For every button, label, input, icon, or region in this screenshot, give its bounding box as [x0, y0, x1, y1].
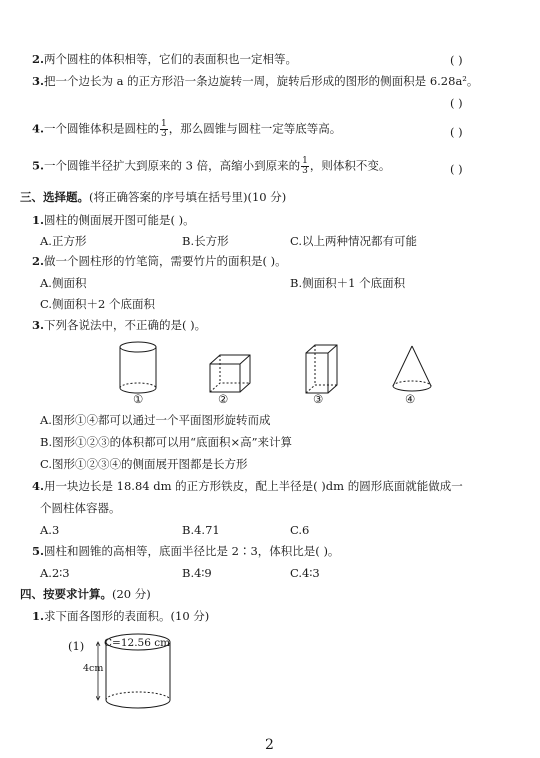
choice-q3-option-b[interactable]: B.图形①②③的体积都可以用“底面积×高”来计算	[40, 435, 292, 449]
circumference-label: C=12.56 cm	[104, 637, 171, 649]
judge-q5-text-post: ，则体积不变。	[309, 158, 391, 173]
fraction-numerator: 1	[161, 119, 167, 129]
judge-q3-number: 3.	[32, 74, 45, 88]
judge-q2-number: 2.	[32, 52, 45, 66]
choice-q2-option-b[interactable]: B.侧面积＋1 个底面积	[290, 276, 406, 290]
section4-score: (20 分)	[112, 587, 151, 601]
judge-q5-text-pre: 一个圆锥半径扩大到原来的 3 倍，高缩小到原来的	[44, 158, 301, 173]
choice-q3-option-c[interactable]: C.图形①②③④的侧面展开图都是长方形	[40, 457, 248, 471]
section4-heading	[20, 589, 151, 601]
judge-q4-fraction	[160, 120, 168, 139]
judge-q2	[32, 54, 297, 66]
choice-q4-text-continued: 个圆柱体容器。	[40, 501, 121, 515]
judge-q5-answer-paren[interactable]: ( )	[450, 162, 463, 176]
choice-q2-option-c[interactable]: C.侧面积＋2 个底面积	[40, 297, 156, 311]
calc-q1-text: 求下面各图形的表面积。(10 分)	[44, 609, 210, 623]
choice-q3-number: 3.	[32, 318, 45, 332]
cuboid-figure	[304, 343, 340, 395]
choice-q1-option-b[interactable]: B.长方形	[182, 234, 229, 248]
section3-title: 三、选择题。	[20, 190, 89, 204]
choice-q4-text: 用一块边长是 18.84 dm 的正方形铁皮，配上半径是( )dm 的圆形底面就能做成一	[44, 479, 463, 493]
cylinder-figure	[116, 340, 160, 396]
shape-label-4: ④	[405, 392, 416, 406]
choice-q4-option-a[interactable]: A.3	[40, 523, 60, 537]
judge-q4-text-post: ，那么圆锥与圆柱一定等底等高。	[168, 121, 342, 136]
judge-q4-answer-paren[interactable]: ( )	[450, 125, 463, 139]
choice-q2	[32, 256, 287, 268]
judge-q5	[32, 157, 390, 176]
choice-q5-option-b[interactable]: B.4∶9	[182, 566, 212, 580]
calc-q1-number: 1.	[32, 609, 45, 623]
choice-q1-option-a[interactable]: A.正方形	[40, 234, 87, 248]
choice-q2-option-a[interactable]: A.侧面积	[40, 276, 87, 290]
judge-q4	[32, 120, 341, 139]
shape-label-1: ①	[133, 392, 144, 406]
choice-q1-text: 圆柱的侧面展开图可能是( )。	[44, 213, 195, 227]
calc-q1	[32, 611, 209, 623]
cube-figure	[208, 352, 254, 394]
judge-q3-text: 把一个边长为 a 的正方形沿一条边旋转一周，旋转后形成的图形的侧面积是 6.28a²。	[44, 74, 479, 88]
choice-q5-option-a[interactable]: A.2∶3	[40, 566, 70, 580]
cone-figure	[390, 344, 434, 394]
judge-q3-answer-paren[interactable]: ( )	[450, 96, 463, 110]
choice-q4-number: 4.	[32, 479, 45, 493]
shape-label-3: ③	[313, 392, 324, 406]
choice-q1-option-c[interactable]: C.以上两种情况都有可能	[290, 234, 418, 248]
choice-q5-option-c[interactable]: C.4∶3	[290, 566, 320, 580]
choice-q4	[32, 481, 463, 493]
section4-title: 四、按要求计算。	[20, 587, 112, 601]
fraction-denominator: 3	[302, 166, 308, 176]
judge-q2-text: 两个圆柱的体积相等，它们的表面积也一定相等。	[44, 52, 298, 66]
choice-q2-text: 做一个圆柱形的竹笔筒，需要竹片的面积是( )。	[44, 254, 287, 268]
choice-q1-number: 1.	[32, 213, 45, 227]
section3-heading	[20, 192, 286, 204]
choice-q5-text: 圆柱和圆锥的高相等，底面半径比是 2∶3，体积比是( )。	[44, 544, 340, 558]
choice-q3	[32, 320, 206, 332]
judge-q4-text-pre: 一个圆锥体积是圆柱的	[44, 121, 160, 136]
choice-q1	[32, 215, 195, 227]
choice-q3-text: 下列各说法中，不正确的是( )。	[44, 318, 207, 332]
choice-q5-number: 5.	[32, 544, 45, 558]
shape-label-2: ②	[218, 392, 229, 406]
page-number: 2	[265, 737, 274, 753]
judge-q4-number: 4.	[32, 121, 45, 136]
choice-q5	[32, 546, 339, 558]
choice-q4-option-b[interactable]: B.4.71	[182, 523, 220, 537]
fraction-denominator: 3	[161, 129, 167, 139]
choice-q4-option-c[interactable]: C.6	[290, 523, 310, 537]
fraction-numerator: 1	[302, 156, 308, 166]
judge-q5-fraction	[301, 157, 309, 176]
judge-q2-answer-paren[interactable]: ( )	[450, 53, 463, 67]
section3-note: (将正确答案的序号填在括号里)(10 分)	[89, 190, 287, 204]
judge-q5-number: 5.	[32, 158, 45, 173]
judge-q3	[32, 76, 478, 88]
choice-q2-number: 2.	[32, 254, 45, 268]
choice-q3-option-a[interactable]: A.图形①④都可以通过一个平面图形旋转而成	[40, 413, 271, 427]
height-label: 4cm	[83, 663, 104, 674]
calc-item-1-label: (1)	[68, 639, 85, 653]
